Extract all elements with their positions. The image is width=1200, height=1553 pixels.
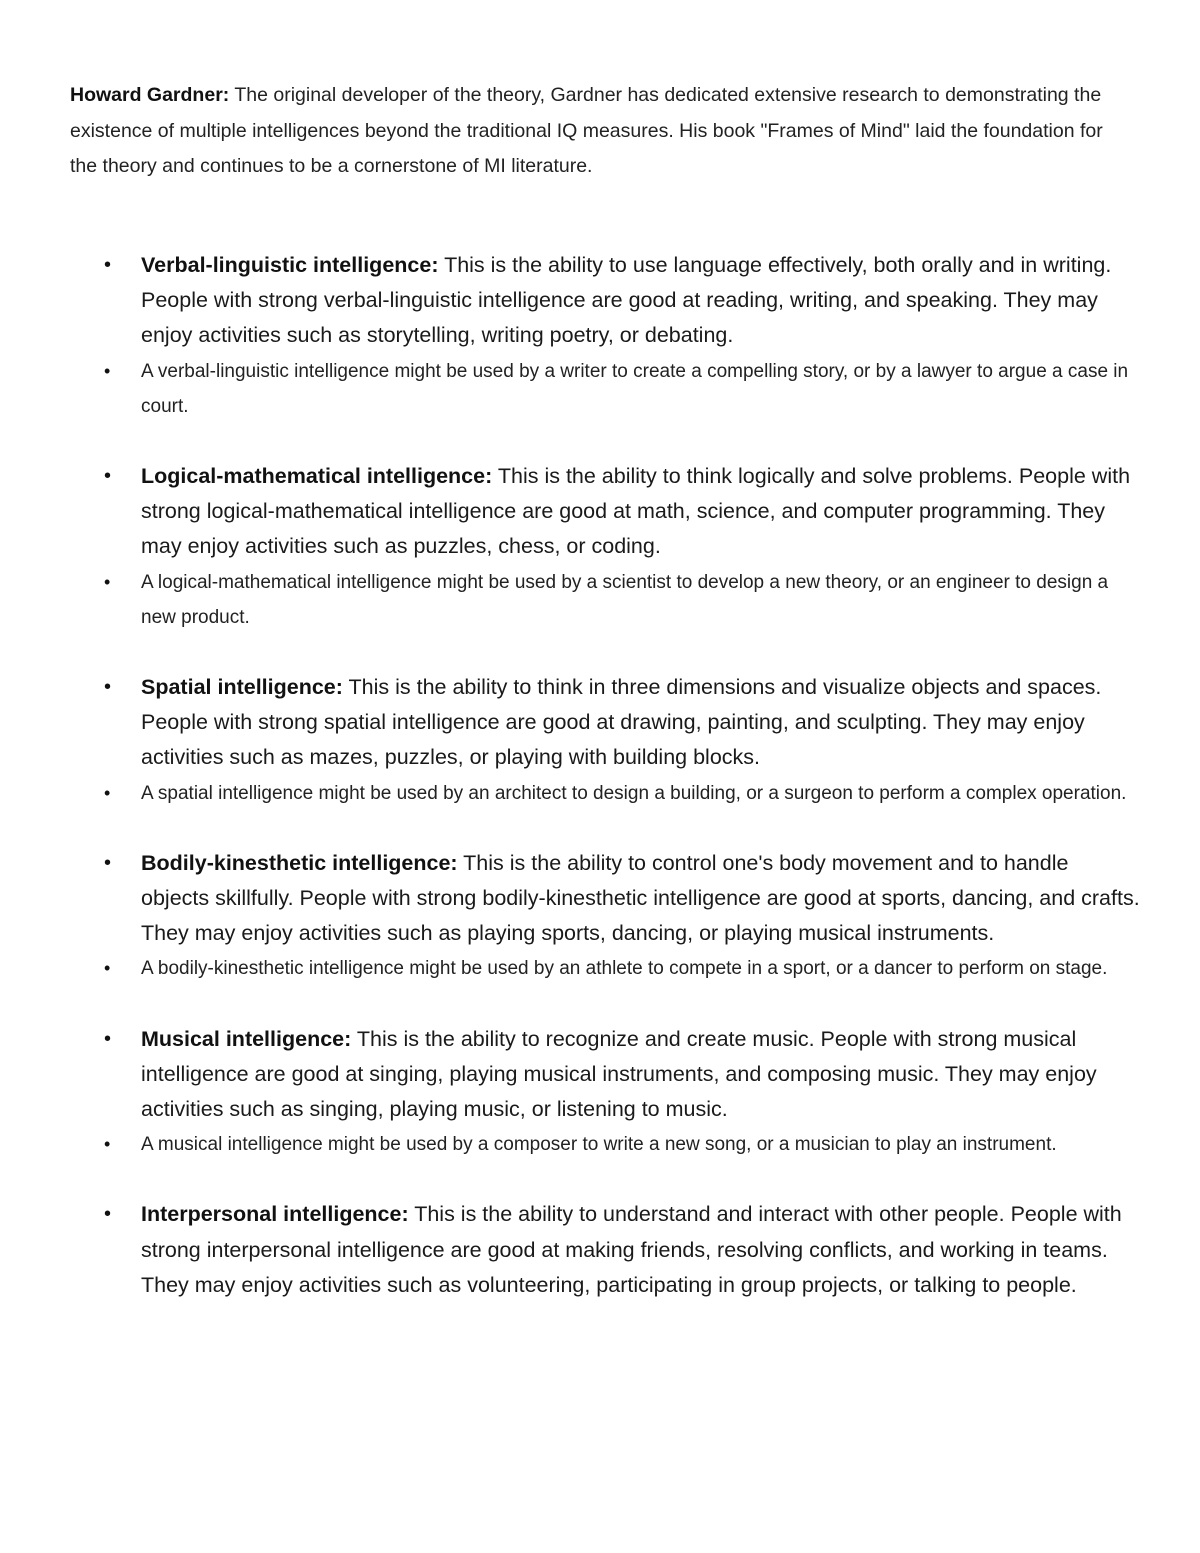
intelligence-description: This is the ability to control one's body movement and to handle objects skillfully. People with strong bodily-kinesthetic intelligence are good at sports, dancing, and crafts. They may enjoy activities such as playing sports, dancing, or playing musical instruments. bbox=[141, 850, 1140, 946]
list-item bbox=[0, 459, 1141, 565]
list-item bbox=[0, 846, 1141, 952]
intro-paragraph bbox=[70, 78, 1130, 185]
spacer bbox=[0, 987, 1200, 1022]
bullet-icon: • bbox=[104, 782, 111, 803]
bullet-icon: • bbox=[104, 360, 111, 381]
spacer bbox=[0, 424, 1200, 459]
bullet-icon: • bbox=[104, 676, 112, 699]
bullet-icon: • bbox=[104, 851, 112, 874]
intelligence-description: This is the ability to use language effectively, both orally and in writing. People with strong verbal-linguistic intelligence are good at reading, writing, and speaking. They may enjoy activities such as storytelling, writing poetry, or debating. bbox=[141, 253, 1112, 348]
intelligence-example: A bodily-kinesthetic intelligence might be used by an athlete to compete in a sport, or a dancer to perform on stage. bbox=[141, 958, 1108, 980]
intelligence-term: Verbal-linguistic intelligence: bbox=[141, 253, 439, 277]
spacer bbox=[0, 811, 1200, 846]
bullet-icon: • bbox=[104, 465, 112, 488]
list-item bbox=[0, 565, 1131, 635]
intelligence-term: Musical intelligence: bbox=[141, 1026, 352, 1051]
list-item bbox=[0, 1022, 1141, 1128]
intelligence-term: Interpersonal intelligence: bbox=[141, 1202, 409, 1227]
intelligence-term: Spatial intelligence: bbox=[141, 675, 343, 700]
spacer bbox=[0, 635, 1200, 670]
list-item bbox=[0, 776, 1131, 811]
list-item bbox=[0, 1197, 1141, 1303]
intro-text: The original developer of the theory, Gardner has dedicated extensive research to demonstrating the existence of multiple intelligences beyond the traditional IQ measures. His book "Frames of Mind" laid the foundation for the theory and continues to be a cornerstone of MI literature. bbox=[70, 84, 1103, 177]
intelligence-example: A spatial intelligence might be used by an architect to design a building, or a surgeon to perform a complex operation. bbox=[141, 782, 1127, 804]
intelligence-example: A musical intelligence might be used by a composer to write a new song, or a musician to play an instrument. bbox=[141, 1134, 1057, 1156]
intelligence-term: Bodily-kinesthetic intelligence: bbox=[141, 850, 458, 875]
intelligence-example: A verbal-linguistic intelligence might be used by a writer to create a compelling story, or by a lawyer to argue a case in court. bbox=[141, 360, 1129, 417]
bullet-icon: • bbox=[104, 254, 112, 276]
intelligence-description: This is the ability to think in three dimensions and visualize objects and spaces. People with strong spatial intelligence are good at drawing, painting, and sculpting. They may enjoy activities such as mazes, puzzles, or playing with building blocks. bbox=[141, 675, 1102, 770]
bullet-icon: • bbox=[104, 571, 111, 592]
intelligence-list bbox=[0, 248, 1200, 1303]
list-item bbox=[0, 354, 1131, 424]
intelligence-term: Logical-mathematical intelligence: bbox=[141, 464, 493, 489]
bullet-icon: • bbox=[104, 1203, 112, 1226]
intro-name: Howard Gardner: bbox=[70, 84, 230, 106]
spacer bbox=[0, 1162, 1200, 1197]
intelligence-example: A logical-mathematical intelligence might be used by a scientist to develop a new theory, or an engineer to design a new product. bbox=[141, 571, 1109, 628]
bullet-icon: • bbox=[104, 1027, 112, 1050]
bullet-icon: • bbox=[104, 958, 111, 979]
intelligence-description: This is the ability to think logically and solve problems. People with strong logical-mathematical intelligence are good at math, science, and computer programming. They may enjoy activities such as puzzles, chess, or coding. bbox=[141, 464, 1131, 559]
intelligence-description: This is the ability to understand and interact with other people. People with strong interpersonal intelligence are good at making friends, resolving conflicts, and working in teams. They may enjoy activities such as volunteering, participating in group projects, or talking to people. bbox=[141, 1202, 1122, 1297]
list-item bbox=[0, 670, 1141, 776]
list-item bbox=[0, 1127, 1131, 1162]
list-item bbox=[0, 951, 1131, 986]
bullet-icon: • bbox=[104, 1134, 111, 1155]
intelligence-description: This is the ability to recognize and create music. People with strong musical intelligence are good at singing, playing musical instruments, and composing music. They may enjoy activities such as singing, playing music, or listening to music. bbox=[141, 1026, 1097, 1122]
list-item bbox=[0, 248, 1141, 354]
